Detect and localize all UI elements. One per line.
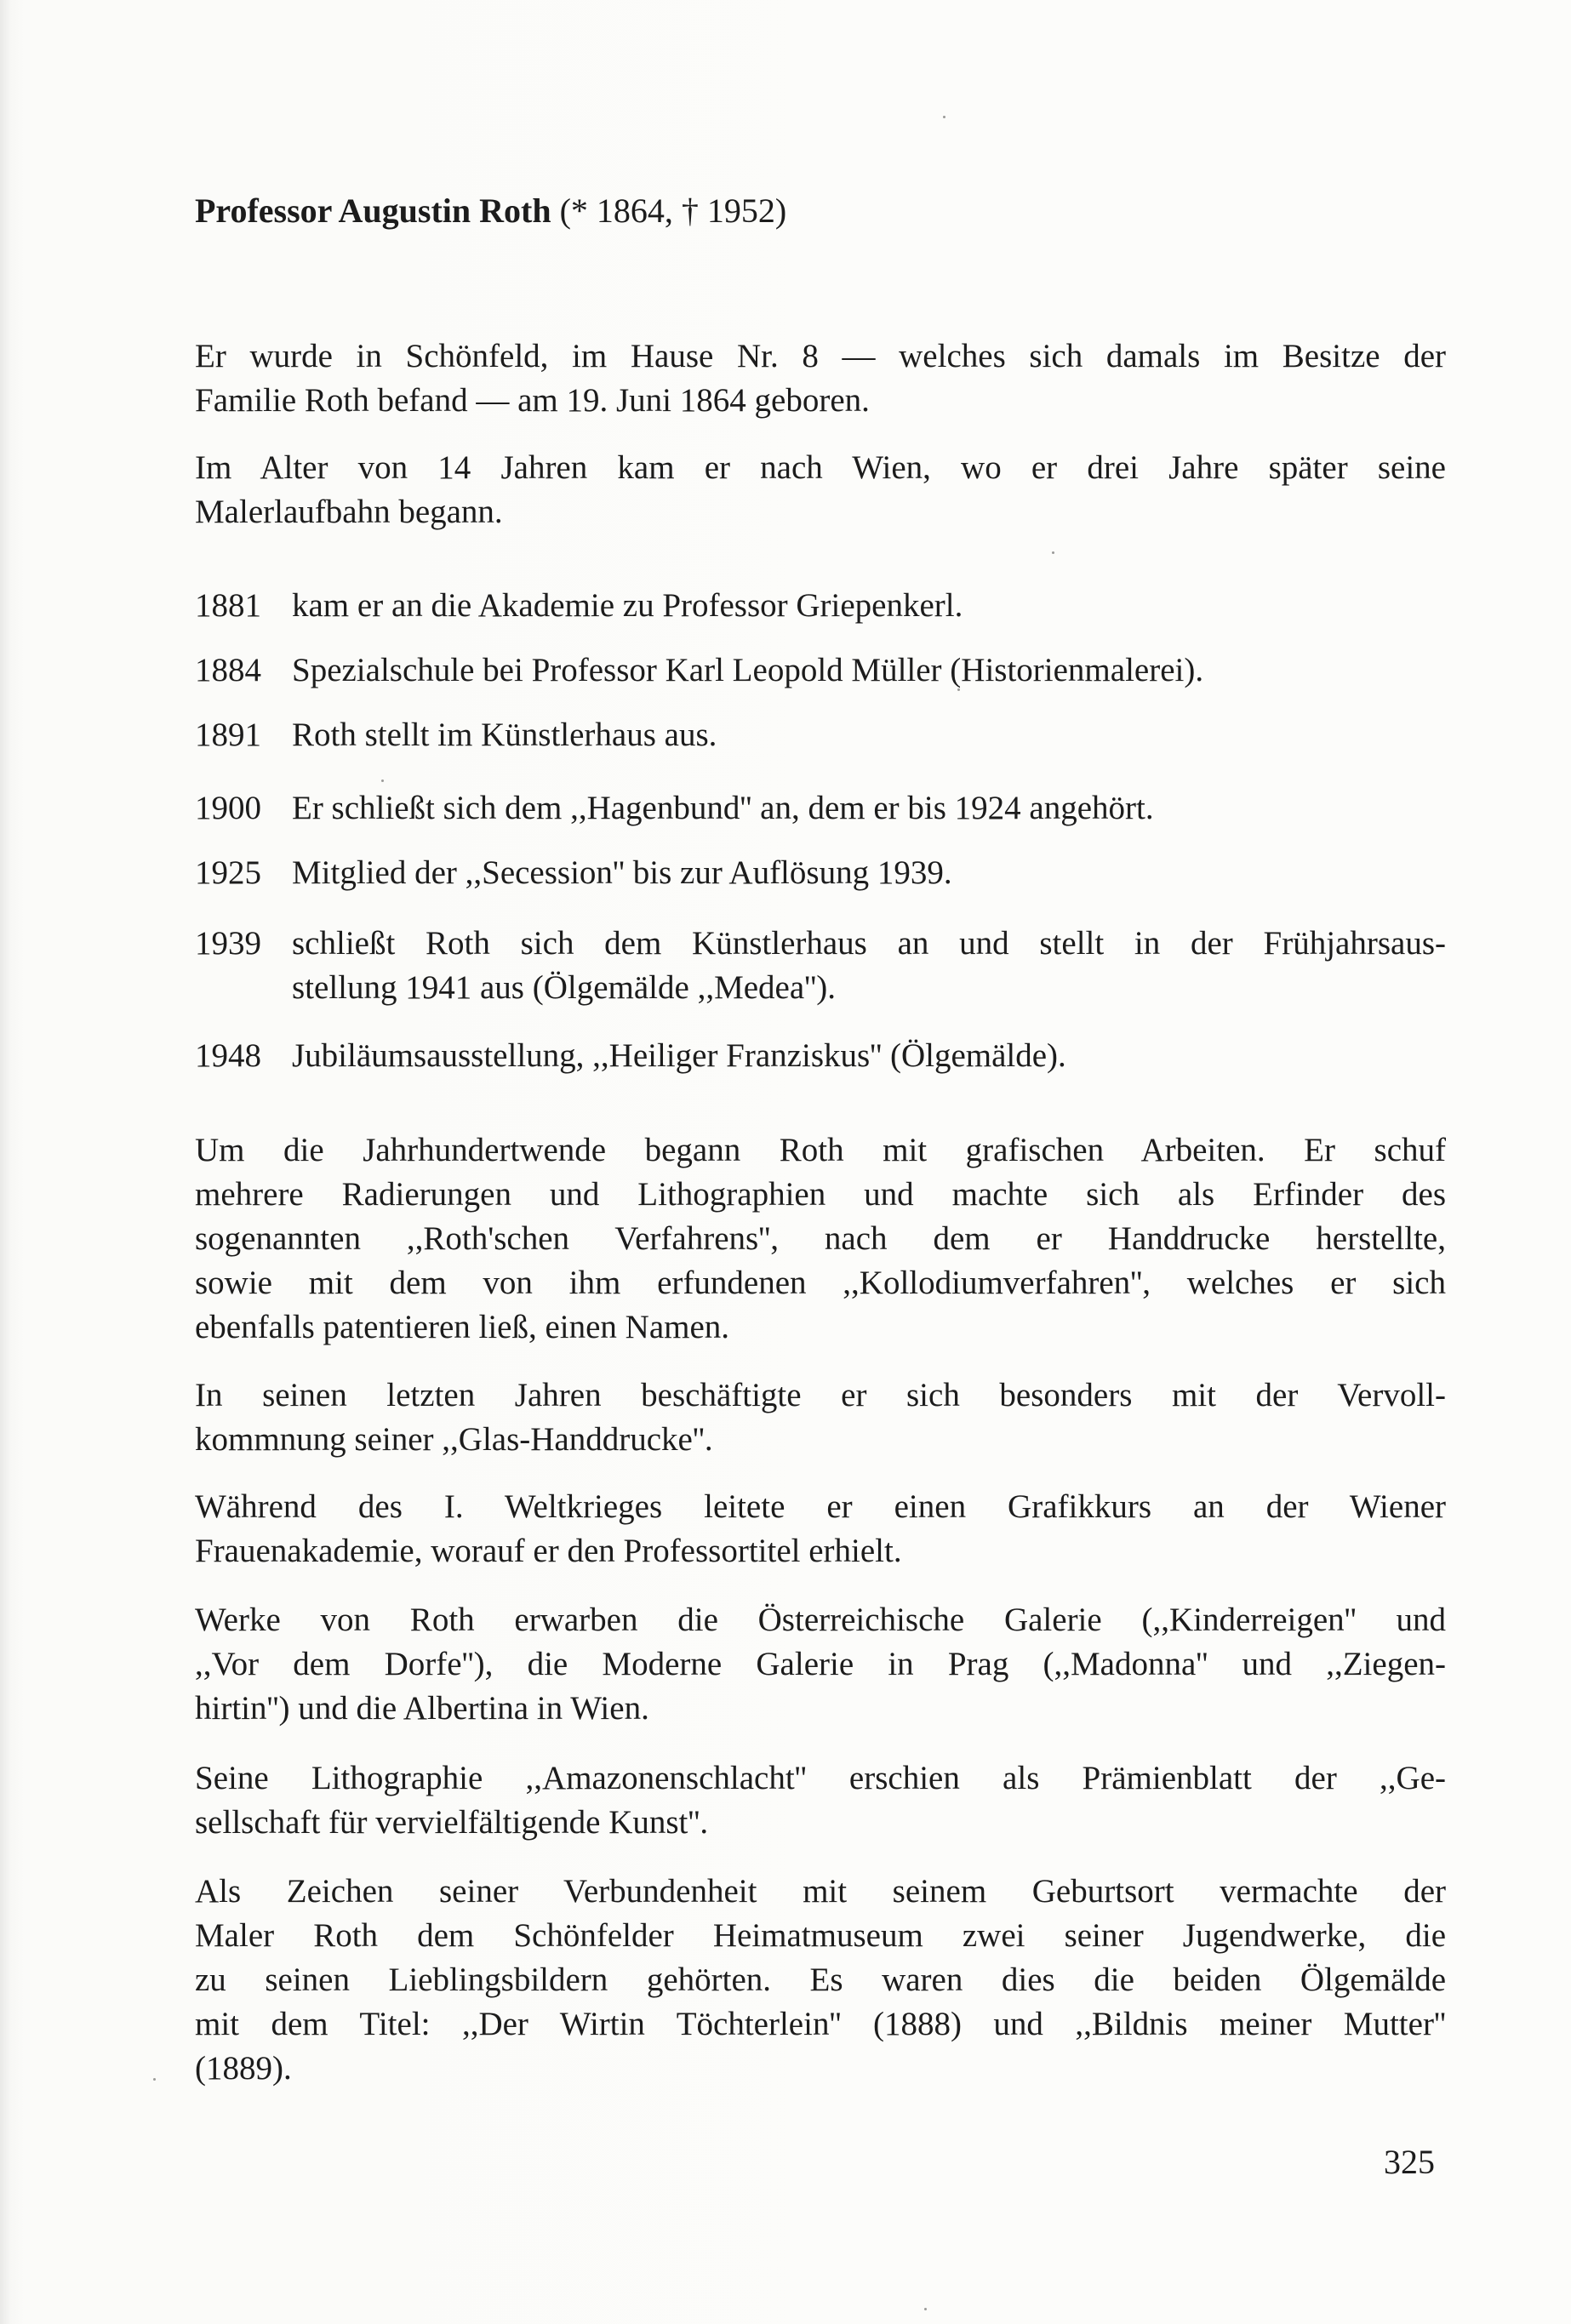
body-paragraph-heimatmuseum [195, 1870, 1446, 2091]
text-line: kommnung seiner ,,Glas-Handdrucke''. [195, 1421, 713, 1458]
text-line: Als Zeichen seiner Verbundenheit mit seinem Geburtsort vermachte der [195, 1873, 1446, 1910]
body-paragraph-grafik [195, 1128, 1446, 1350]
timeline-text: Er schließt sich dem ,,Hagenbund'' an, dem er bis 1924 angehört. [292, 790, 1154, 826]
text-line: sogenannten ,,Roth'schen Verfahrens'', nach dem er Handdrucke herstellte, [195, 1220, 1446, 1257]
body-paragraph-lithographie [195, 1756, 1446, 1845]
timeline-text: kam er an die Akademie zu Professor Griepenkerl. [292, 587, 963, 624]
timeline-text: Jubiläumsausstellung, ,,Heiliger Franziskus'' (Ölgemälde). [292, 1037, 1066, 1074]
text-line: Seine Lithographie ,,Amazonenschlacht'' erschien als Prämienblatt der ,,Ge- [195, 1760, 1446, 1796]
body-paragraph-weltkrieg [195, 1485, 1446, 1573]
timeline-text: schließt Roth sich dem Künstlerhaus an und stellt in der Frühjahrsaus- [292, 925, 1446, 962]
text-line: mehrere Radierungen und Lithographien und machte sich als Erfinder des [195, 1176, 1446, 1213]
text-line: Im Alter von 14 Jahren kam er nach Wien, wo er drei Jahre später seine [195, 449, 1446, 486]
page-number: 325 [1384, 2143, 1435, 2181]
scan-speck [924, 2308, 927, 2310]
scan-speck [943, 116, 945, 118]
scan-speck [381, 779, 384, 782]
text-line: Werke von Roth erwarben die Österreichische Galerie (,,Kinderreigen'' und [195, 1602, 1446, 1638]
intro-paragraph-1 [195, 334, 1446, 423]
intro-paragraph-2 [195, 446, 1446, 534]
text-line: Um die Jahrhundertwende begann Roth mit grafischen Arbeiten. Er schuf [195, 1132, 1446, 1168]
scan-speck [1052, 551, 1054, 554]
timeline-year: 1925 [195, 854, 261, 891]
timeline-text: Mitglied der ,,Secession'' bis zur Auflösung 1939. [292, 854, 952, 891]
body-paragraph-glas [195, 1373, 1446, 1462]
timeline-text: stellung 1941 aus (Ölgemälde ,,Medea''). [292, 969, 836, 1006]
timeline-year: 1948 [195, 1037, 261, 1074]
timeline-entry-1939 [195, 922, 1446, 1010]
text-line: (1889). [195, 2050, 292, 2087]
timeline-entry-1891 [195, 713, 1446, 757]
scan-speck [153, 2078, 156, 2081]
timeline-year: 1881 [195, 587, 261, 624]
text-line: zu seinen Lieblingsbildern gehörten. Es waren dies die beiden Ölgemälde [195, 1961, 1446, 1998]
text-line: sellschaft für vervielfältigende Kunst''. [195, 1804, 709, 1841]
text-line: sowie mit dem von ihm erfundenen ,,Kollodiumverfahren'', welches er sich [195, 1265, 1446, 1301]
text-line: ,,Vor dem Dorfe''), die Moderne Galerie in Prag (,,Madonna'' und ,,Ziegen- [195, 1646, 1446, 1682]
timeline-entry-1925 [195, 851, 1446, 895]
timeline-entry-1884 [195, 648, 1446, 693]
text-line: ebenfalls patentieren ließ, einen Namen. [195, 1309, 730, 1345]
text-line: hirtin'') und die Albertina in Wien. [195, 1690, 649, 1727]
timeline-year: 1891 [195, 717, 261, 753]
timeline-text: Roth stellt im Künstlerhaus aus. [292, 717, 717, 753]
text-line: Maler Roth dem Schönfelder Heimatmuseum zwei seiner Jugendwerke, die [195, 1917, 1446, 1954]
heading-dates: (* 1864, † 1952) [559, 191, 787, 230]
timeline-text: Spezialschule bei Professor Karl Leopold Müller (Historienmalerei). [292, 652, 1204, 688]
timeline-entry-1948 [195, 1034, 1446, 1078]
page-heading [195, 189, 786, 233]
scan-speck [957, 688, 960, 691]
timeline-entry-1900 [195, 786, 1446, 831]
text-line: Er wurde in Schönfeld, im Hause Nr. 8 — welches sich damals im Besitze der [195, 338, 1446, 374]
heading-name: Professor Augustin Roth [195, 191, 551, 230]
text-line: Während des I. Weltkrieges leitete er einen Grafikkurs an der Wiener [195, 1488, 1446, 1525]
timeline-year: 1884 [195, 652, 261, 688]
text-line: mit dem Titel: ,,Der Wirtin Töchterlein'' (1888) und ,,Bildnis meiner Mutter'' [195, 2006, 1446, 2042]
text-line: Familie Roth befand — am 19. Juni 1864 geboren. [195, 382, 870, 419]
body-paragraph-werke [195, 1598, 1446, 1731]
text-line: In seinen letzten Jahren beschäftigte er sich besonders mit der Vervoll- [195, 1377, 1446, 1413]
timeline-year: 1939 [195, 925, 261, 962]
timeline-entry-1881 [195, 584, 1446, 628]
text-line: Frauenakademie, worauf er den Professortitel erhielt. [195, 1533, 902, 1569]
timeline-year: 1900 [195, 790, 261, 826]
text-line: Malerlaufbahn begann. [195, 494, 503, 530]
